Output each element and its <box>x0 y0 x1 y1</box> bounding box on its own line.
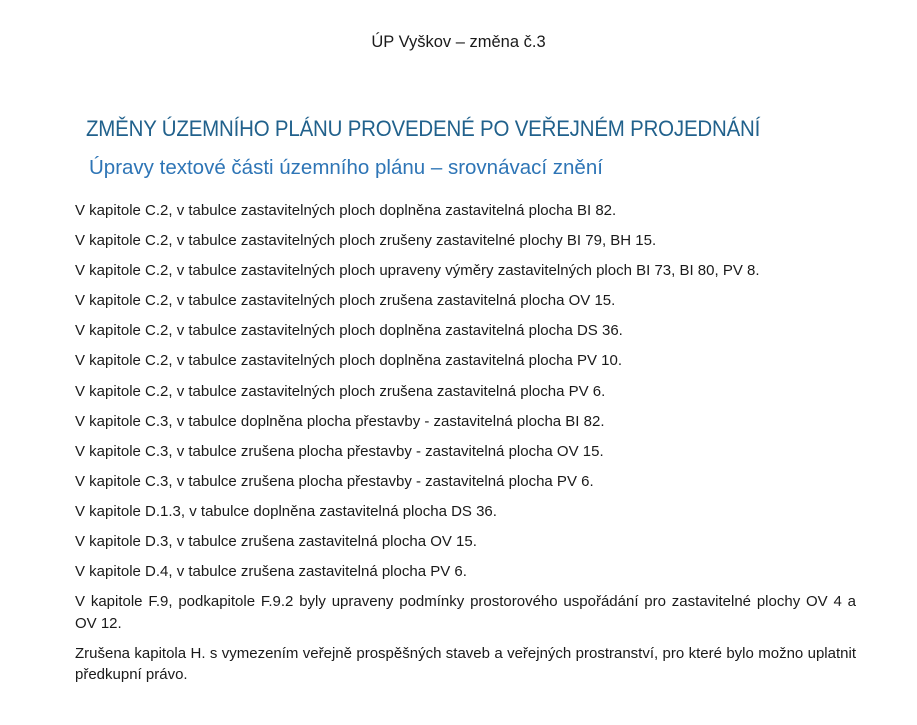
paragraph: V kapitole C.2, v tabulce zastavitelných ploch doplněna zastavitelná plocha PV 10. <box>75 352 623 370</box>
paragraph: V kapitole C.3, v tabulce doplněna plocha přestavby - zastavitelná plocha BI 82. <box>75 412 605 430</box>
paragraph: V kapitole D.1.3, v tabulce doplněna zastavitelná plocha DS 36. <box>75 502 497 520</box>
page-header-title: ÚP Vyškov – změna č.3 <box>371 33 546 51</box>
paragraph: V kapitole C.2, v tabulce zastavitelných ploch doplněna zastavitelná plocha BI 82. <box>75 202 617 219</box>
paragraph: Zrušena kapitola H. s vymezením veřejně prospěšných staveb a veřejných prostranství, pro které bylo možno uplatnit předkupní právo. <box>75 644 856 684</box>
paragraph: V kapitole C.2, v tabulce zastavitelných ploch doplněna zastavitelná plocha DS 36. <box>75 322 623 340</box>
paragraph: V kapitole C.2, v tabulce zastavitelných ploch zrušena zastavitelná plocha OV 15. <box>75 292 616 310</box>
document-body <box>75 200 856 694</box>
paragraph: V kapitole F.9, podkapitole F.9.2 byly upraveny podmínky prostorového uspořádání pro zastavitelné plochy OV 4 a OV 12. <box>75 593 856 632</box>
paragraph: V kapitole C.3, v tabulce zrušena plocha přestavby - zastavitelná plocha OV 15. <box>75 442 604 460</box>
paragraph: V kapitole C.2, v tabulce zastavitelných ploch zrušeny zastavitelné plochy BI 79, BH 15. <box>75 232 657 250</box>
paragraph: V kapitole C.2, v tabulce zastavitelných ploch zrušena zastavitelná plocha PV 6. <box>75 382 606 400</box>
paragraph: V kapitole D.4, v tabulce zrušena zastavitelná plocha PV 6. <box>75 563 467 581</box>
section-heading-main: ZMĚNY ÚZEMNÍHO PLÁNU PROVEDENÉ PO VEŘEJNÉM PROJEDNÁNÍ <box>86 116 761 141</box>
paragraph: V kapitole C.2, v tabulce zastavitelných ploch upraveny výměry zastavitelných ploch BI 73, BI 80, PV 8. <box>75 262 760 280</box>
paragraph: V kapitole D.3, v tabulce zrušena zastavitelná plocha OV 15. <box>75 533 477 551</box>
paragraph: V kapitole C.3, v tabulce zrušena plocha přestavby - zastavitelná plocha PV 6. <box>75 472 594 490</box>
section-heading-sub: Úpravy textové části územního plánu – srovnávací znění <box>89 156 603 179</box>
